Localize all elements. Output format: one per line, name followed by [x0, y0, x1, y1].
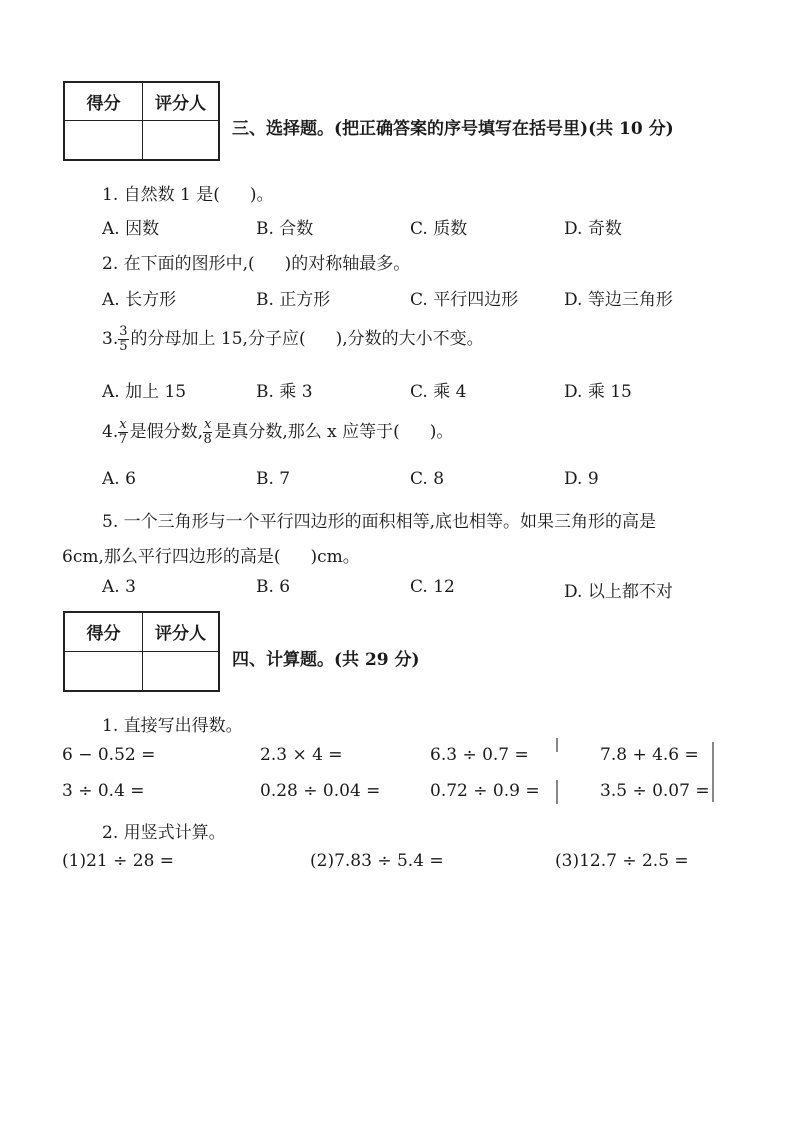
scan-mark — [712, 742, 714, 802]
q2-option-a: A. 长方形 — [102, 290, 177, 310]
question-4-text-a: 是假分数, — [129, 422, 203, 442]
fraction-denominator: 8 — [203, 432, 212, 447]
score-input-cell[interactable] — [65, 121, 143, 159]
vertical-calc-3: (3)12.7 ÷ 2.5 = — [555, 851, 689, 871]
grader-label: 评分人 — [143, 83, 218, 121]
score-label: 得分 — [65, 83, 143, 121]
q1-option-c: C. 质数 — [410, 219, 468, 239]
q4-option-c: C. 8 — [410, 469, 445, 489]
q4-option-d: D. 9 — [564, 469, 599, 489]
calc-1-1: 6 − 0.52 = — [62, 745, 156, 765]
question-5-line-1: 5. 一个三角形与一个平行四边形的面积相等,底也相等。如果三角形的高是 — [102, 512, 657, 532]
q3-option-b: B. 乘 3 — [256, 382, 313, 402]
q3-option-a: A. 加上 15 — [102, 382, 187, 402]
q5-option-c: C. 12 — [410, 577, 455, 597]
score-box-section-3 — [63, 81, 220, 161]
score-input-cell[interactable] — [65, 652, 143, 691]
scan-mark — [556, 738, 558, 752]
calc-2-2: 0.28 ÷ 0.04 = — [260, 781, 381, 801]
question-5-line-2 — [62, 542, 360, 567]
question-2 — [102, 249, 410, 274]
part-1-title: 1. 直接写出得数。 — [102, 716, 243, 736]
question-4 — [102, 417, 453, 447]
calc-2-3: 0.72 ÷ 0.9 = — [430, 781, 540, 801]
calc-2-4: 3.5 ÷ 0.07 = — [600, 781, 710, 801]
calc-2-1: 3 ÷ 0.4 = — [62, 781, 145, 801]
q5-option-b: B. 6 — [256, 577, 291, 597]
q3-option-c: C. 乘 4 — [410, 382, 467, 402]
fraction-denominator: 7 — [118, 432, 128, 447]
scan-mark — [556, 780, 558, 804]
question-3-prefix: 3. — [102, 329, 119, 349]
q1-option-d: D. 奇数 — [564, 219, 622, 239]
question-3-text-b: ),分数的大小不变。 — [335, 329, 484, 349]
vertical-calc-2: (2)7.83 ÷ 5.4 = — [310, 851, 444, 871]
question-1 — [102, 180, 274, 205]
q2-option-c: C. 平行四边形 — [410, 290, 519, 310]
question-4-text-c: )。 — [429, 422, 454, 442]
fraction-3-5 — [118, 325, 128, 354]
section-3-title: 三、选择题。(把正确答案的序号填写在括号里)(共 10 分) — [232, 119, 674, 139]
fraction-x-8 — [203, 418, 212, 447]
q4-option-a: A. 6 — [102, 469, 136, 489]
q2-option-d: D. 等边三角形 — [564, 290, 673, 310]
question-2-text-b: )的对称轴最多。 — [284, 254, 411, 274]
section-4-title: 四、计算题。(共 29 分) — [232, 650, 420, 670]
grader-label: 评分人 — [143, 613, 218, 652]
q1-option-a: A. 因数 — [102, 219, 160, 239]
score-box-section-4 — [63, 611, 220, 692]
question-3-text-a: 的分母加上 15,分子应( — [130, 329, 306, 349]
fraction-x-7 — [118, 418, 127, 447]
fraction-denominator: 5 — [119, 339, 128, 354]
vertical-calc-1: (1)21 ÷ 28 = — [62, 851, 175, 871]
question-5-text-b: )cm。 — [310, 547, 360, 567]
q4-option-b: B. 7 — [256, 469, 291, 489]
question-5-text-a: 6cm,那么平行四边形的高是( — [62, 547, 281, 567]
question-2-text-a: 2. 在下面的图形中,( — [102, 254, 255, 274]
score-label: 得分 — [65, 613, 143, 652]
fraction-numerator: 3 — [119, 324, 128, 339]
q5-option-d: D. 以上都不对 — [564, 582, 673, 602]
question-3 — [102, 324, 484, 354]
q1-option-b: B. 合数 — [256, 219, 314, 239]
q5-option-a: A. 3 — [102, 577, 136, 597]
grader-input-cell[interactable] — [143, 121, 218, 159]
q3-option-d: D. 乘 15 — [564, 382, 632, 402]
question-4-text-b: 是真分数,那么 x 应等于( — [214, 422, 400, 442]
calc-1-2: 2.3 × 4 = — [260, 745, 343, 765]
grader-input-cell[interactable] — [143, 652, 218, 691]
question-1-text-a: 1. 自然数 1 是( — [102, 185, 220, 205]
q2-option-b: B. 正方形 — [256, 290, 331, 310]
part-2-title: 2. 用竖式计算。 — [102, 823, 226, 843]
fraction-numerator: x — [203, 417, 212, 432]
calc-1-3: 6.3 ÷ 0.7 = — [430, 745, 529, 765]
fraction-numerator: x — [119, 417, 127, 432]
question-1-text-b: )。 — [249, 185, 274, 205]
question-4-prefix: 4. — [102, 422, 119, 442]
calc-1-4: 7.8 + 4.6 = — [600, 745, 699, 765]
